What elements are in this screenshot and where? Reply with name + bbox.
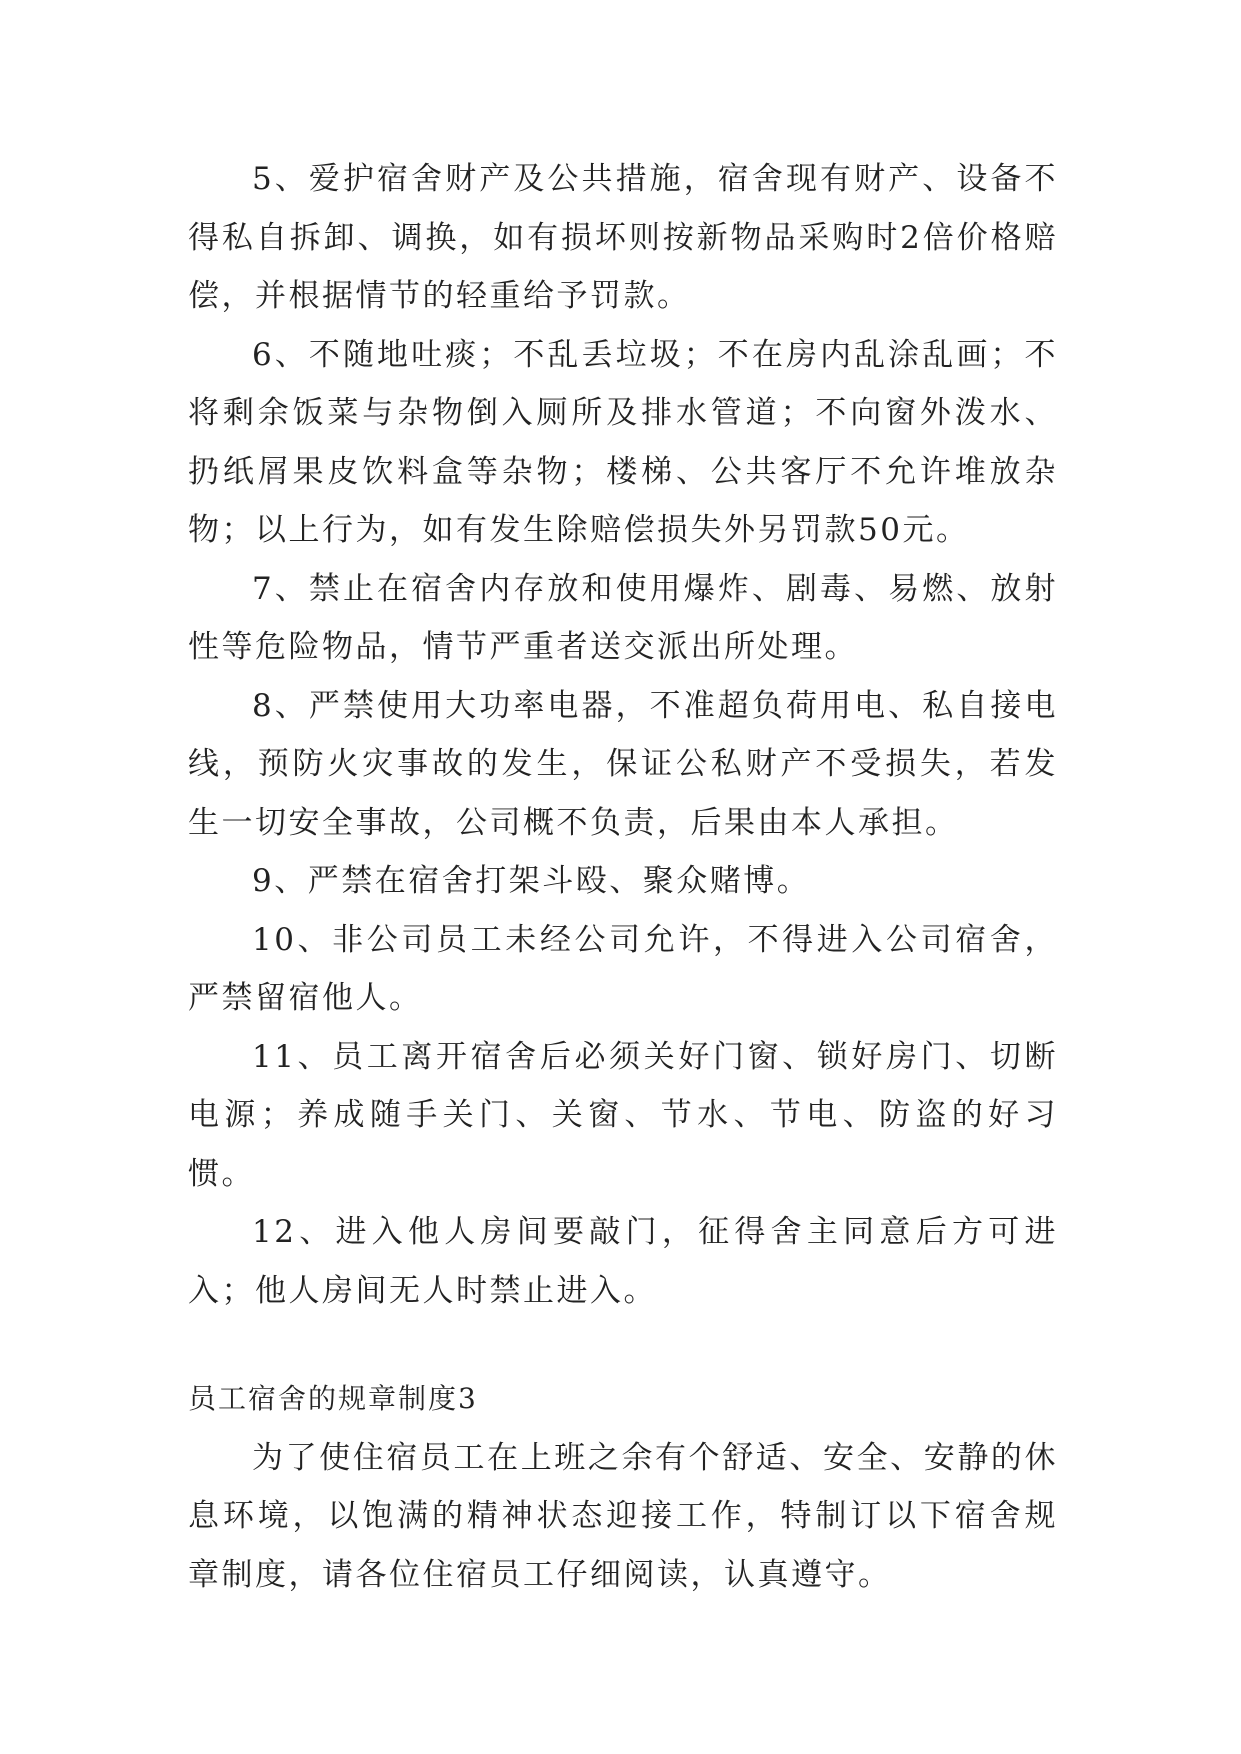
document-body (188, 150, 1058, 1604)
section-spacer (188, 1320, 1058, 1370)
rule-paragraph-9: 9、严禁在宿舍打架斗殴、聚众赌博。 (252, 863, 811, 899)
rule-paragraph-6: 6、不随地吐痰；不乱丢垃圾；不在房内乱涂乱画；不将剩余饭菜与杂物倒入厕所及排水管道；不向窗外泼水、扔纸屑果皮饮料盒等杂物；楼梯、公共客厅不允许堆放杂物；以上行为，如有发生除赔偿损失外另罚款50元。 (188, 336, 1058, 548)
intro-paragraph: 为了使住宿员工在上班之余有个舒适、安全、安静的休息环境，以饱满的精神状态迎接工作，特制订以下宿舍规章制度，请各位住宿员工仔细阅读，认真遵守。 (188, 1439, 1058, 1593)
rule-paragraph-5: 5、爱护宿舍财产及公共措施，宿舍现有财产、设备不得私自拆卸、调换，如有损坏则按新物品采购时2倍价格赔偿，并根据情节的轻重给予罚款。 (188, 161, 1058, 314)
rule-paragraph-11: 11、员工离开宿舍后必须关好门窗、锁好房门、切断电源；养成随手关门、关窗、节水、节电、防盗的好习惯。 (188, 1038, 1058, 1192)
rule-paragraph-10: 10、非公司员工未经公司允许，不得进入公司宿舍，严禁留宿他人。 (188, 921, 1058, 1016)
rule-paragraph-12: 12、进入他人房间要敲门，征得舍主同意后方可进入；他人房间无人时禁止进入。 (188, 1214, 1058, 1309)
section-title: 员工宿舍的规章制度3 (188, 1382, 478, 1415)
rule-paragraph-7: 7、禁止在宿舍内存放和使用爆炸、剧毒、易燃、放射性等危险物品，情节严重者送交派出所处理。 (188, 570, 1058, 665)
rule-paragraph-8: 8、严禁使用大功率电器，不准超负荷用电、私自接电线，预防火灾事故的发生，保证公私财产不受损失，若发生一切安全事故，公司概不负责，后果由本人承担。 (188, 687, 1058, 841)
